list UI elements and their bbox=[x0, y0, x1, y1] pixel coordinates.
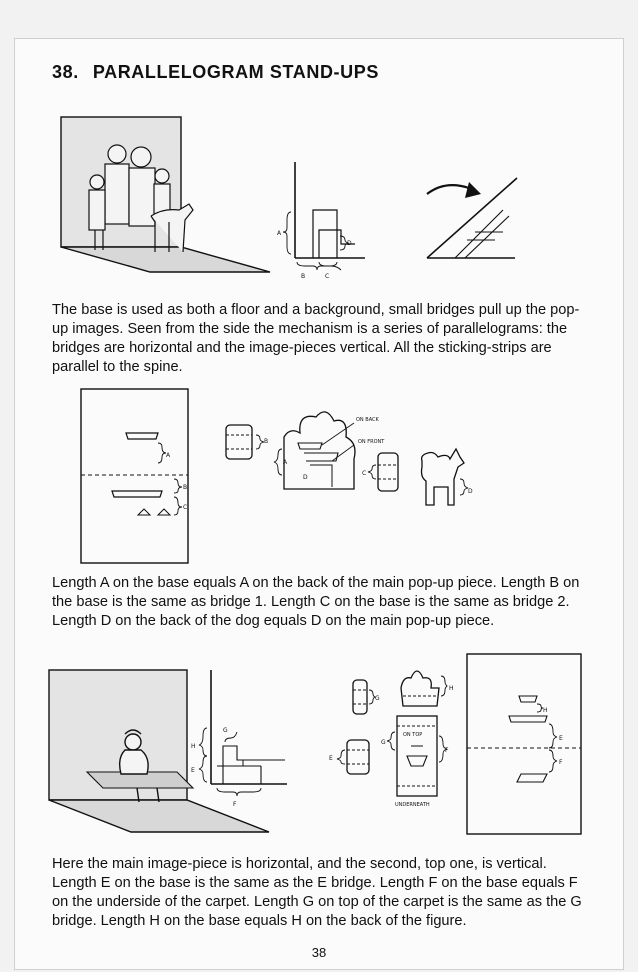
family-popup-illustration bbox=[61, 117, 270, 272]
figure-family-popup bbox=[55, 112, 575, 282]
fig1-label-b: B bbox=[301, 273, 306, 280]
fig3-piece-label-h: H bbox=[449, 685, 454, 692]
carpet-pieces bbox=[337, 671, 447, 796]
fig1-label-c: C bbox=[325, 273, 330, 280]
label-on-front: ON FRONT bbox=[358, 439, 385, 445]
figure-pieces-layout bbox=[78, 387, 498, 567]
page-title bbox=[52, 62, 379, 83]
main-popup-piece bbox=[274, 412, 355, 489]
dog-piece bbox=[422, 449, 469, 505]
label-on-back: ON BACK bbox=[356, 417, 379, 423]
fig3-side-label-e: E bbox=[191, 767, 195, 774]
fig1-label-a: A bbox=[277, 230, 282, 237]
fig2-base-label-b: B bbox=[183, 484, 188, 491]
fig3-side-label-h: H bbox=[191, 743, 196, 750]
fig2-bridge-label-c: C bbox=[362, 470, 367, 477]
paragraph-2: Length A on the base equals A on the back of the main pop-up piece. Length B on the base is the same as bridge 1. Length C on the base is the same as bridge 2. Length D on the back of the dog equals D on the main pop-up piece. bbox=[52, 575, 580, 629]
page-number: 38 bbox=[311, 945, 327, 960]
bridge-piece-1 bbox=[226, 425, 264, 459]
fig3-base-label-e: E bbox=[559, 735, 563, 742]
figure-carpet-popup bbox=[47, 646, 587, 846]
section-number: 38. bbox=[52, 62, 79, 82]
fig3-piece-label-f: F bbox=[445, 747, 449, 754]
fig3-base-label-f: F bbox=[559, 759, 563, 766]
bridge-piece-2 bbox=[368, 453, 398, 491]
label-on-top: ON TOP bbox=[403, 732, 423, 738]
label-underneath: UNDERNEATH bbox=[395, 802, 430, 808]
carpet-base-card bbox=[467, 654, 581, 834]
paragraph-1: The base is used as both a floor and a background, small bridges pull up the pop-up images. Seen from the side the mechanism is a series of parallelograms: the bridges are horizontal and the image-pieces vertical. All the sticking-strips are parallel to the spine. bbox=[52, 302, 580, 375]
side-view-diagram bbox=[283, 162, 365, 270]
section-title: PARALLELOGRAM STAND-UPS bbox=[92, 62, 379, 82]
fig2-bridge-label-b: B bbox=[264, 438, 269, 445]
fig2-dog-label-d: D bbox=[468, 488, 473, 495]
fig3-piece-label-g: G bbox=[375, 695, 380, 702]
fig3-base-label-h: H bbox=[543, 707, 548, 714]
fig3-side-label-g: G bbox=[223, 727, 228, 734]
fig3-piece-label-g2: G bbox=[381, 739, 386, 746]
base-card bbox=[81, 389, 188, 563]
fig1-label-d: D bbox=[347, 240, 352, 247]
fold-arrow-diagram bbox=[427, 178, 517, 258]
fig3-piece-label-e: E bbox=[329, 755, 333, 762]
paragraph-3: Here the main image-piece is horizontal, and the second, top one, is vertical. Length E on the base is the same as the E bridge. Length F on the base equals F on the underside of the carpet. Length G on top of the carpet is the same as the G bridge. Length H on the base equals H on the back of the figure. bbox=[52, 856, 582, 929]
fig2-base-label-a: A bbox=[166, 452, 171, 459]
fig3-side-label-f: F bbox=[233, 801, 237, 808]
carpet-side-view bbox=[199, 670, 287, 796]
fig2-main-label-d: D bbox=[303, 474, 308, 481]
fig2-base-label-c: C bbox=[183, 504, 188, 511]
fig2-main-label-a: A bbox=[283, 459, 288, 466]
